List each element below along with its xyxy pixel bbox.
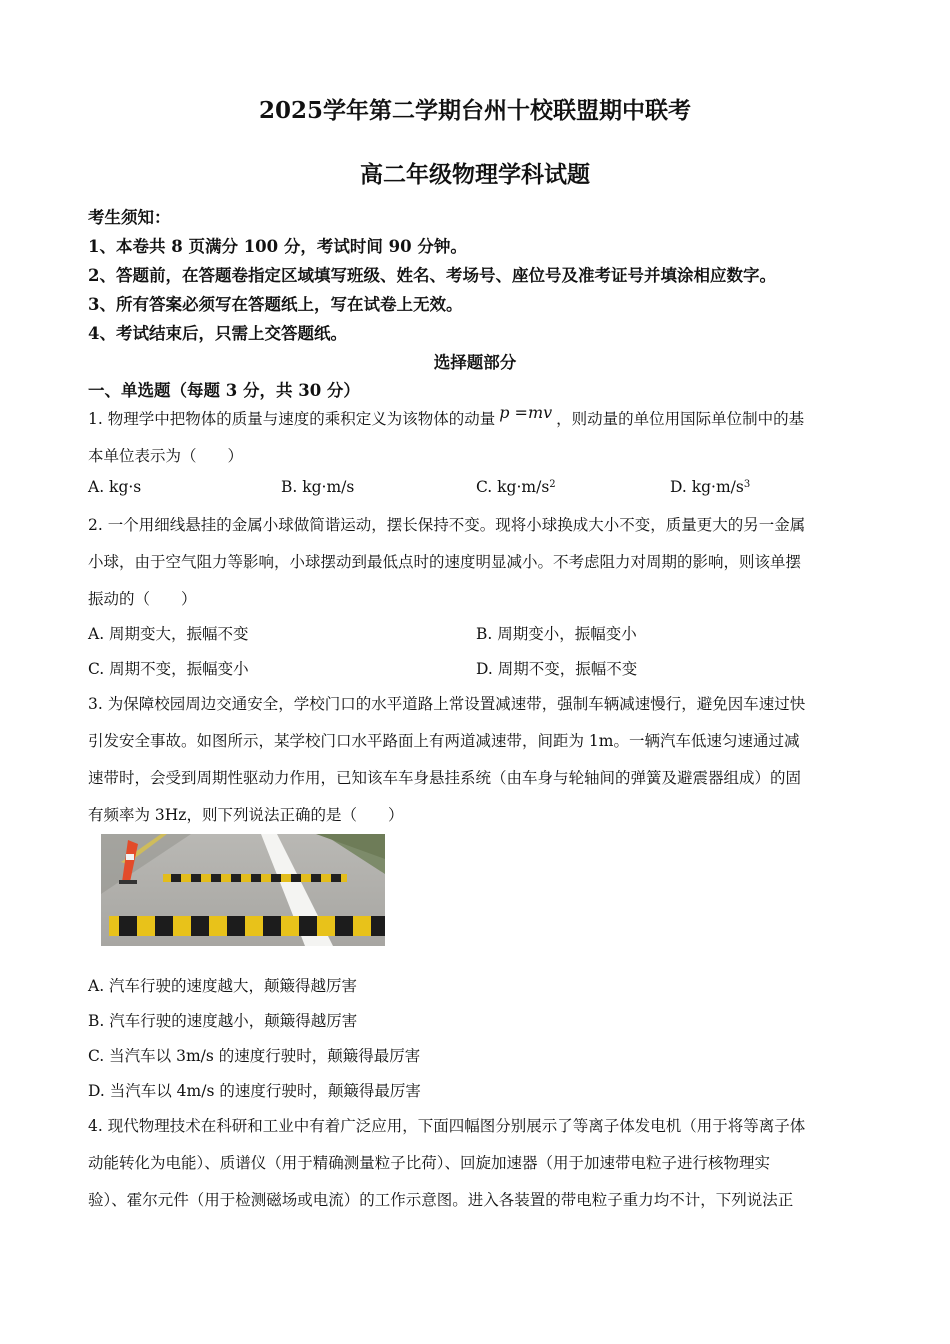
- speed-bump-photo: [101, 834, 385, 946]
- exam-title: 2025学年第二学期台州十校联盟期中联考: [258, 97, 691, 124]
- question-3-line: 引发安全事故。如图所示，某学校门口水平路面上有两道减速带，间距为 1m。一辆汽车低速匀速通过减: [88, 732, 800, 750]
- notice-item: 4、考试结束后，只需上交答题纸。: [88, 324, 347, 343]
- question-1-line: 本单位表示为（ ）: [88, 447, 244, 465]
- q1-option-b: B. kg·m/s: [281, 478, 355, 496]
- section-title: 一、单选题（每题 3 分，共 30 分）: [88, 381, 360, 400]
- question-4-line: 验）、霍尔元件（用于检测磁场或电流）的工作示意图。进入各装置的带电粒子重力均不计，下列说法正: [88, 1191, 794, 1209]
- q2-option-a: A. 周期变大，振幅不变: [88, 625, 249, 643]
- question-1-line: [88, 403, 805, 429]
- notice-item: 1、本卷共 8 页满分 100 分，考试时间 90 分钟。: [88, 237, 467, 256]
- question-1-text-cont: ，则动量的单位用国际单位制中的基: [556, 410, 805, 428]
- q2-option-b: B. 周期变小，振幅变小: [476, 625, 637, 643]
- q3-option-d: D. 当汽车以 4m/s 的速度行驶时，颠簸得最厉害: [88, 1082, 421, 1100]
- q2-option-d: D. 周期不变，振幅不变: [476, 660, 638, 678]
- question-2-line: 2. 一个用细线悬挂的金属小球做简谐运动，摆长保持不变。现将小球换成大小不变，质量更大的另一金属: [88, 516, 806, 534]
- exam-subtitle: 高二年级物理学科试题: [360, 161, 590, 188]
- question-4-line: 动能转化为电能）、质谱仪（用于精确测量粒子比荷）、回旋加速器（用于加速带电粒子进行核物理实: [88, 1154, 771, 1172]
- q3-option-a: A. 汽车行驶的速度越大，颠簸得越厉害: [88, 977, 358, 995]
- question-3-line: 速带时，会受到周期性驱动力作用，已知该车车身悬挂系统（由车身与轮轴间的弹簧及避震器组成）的固: [88, 769, 802, 787]
- q1-option-a: A. kg·s: [88, 478, 142, 496]
- q1-option-c-exponent: 2: [549, 479, 556, 490]
- notice-heading: 考生须知：: [88, 208, 171, 227]
- q3-option-c: C. 当汽车以 3m/s 的速度行驶时，颠簸得最厉害: [88, 1047, 421, 1065]
- q1-option-d-exponent: 3: [743, 479, 751, 490]
- part-title: 选择题部分: [433, 353, 517, 372]
- question-2-line: 振动的（ ）: [88, 590, 197, 608]
- question-3-line: 3. 为保障校园周边交通安全，学校门口的水平道路上常设置减速带，强制车辆减速慢行，避免因车速过快: [88, 695, 806, 713]
- question-3-line: 有频率为 3Hz，则下列说法正确的是（ ）: [88, 806, 404, 824]
- q1-option-c-text: C. kg·m/s: [476, 478, 550, 496]
- q2-option-c: C. 周期不变，振幅变小: [88, 660, 249, 678]
- question-4-line: 4. 现代物理技术在科研和工业中有着广泛应用，下面四幅图分别展示了等离子体发电机（用于将等离子体: [88, 1117, 806, 1135]
- notice-item: 2、答题前，在答题卷指定区域填写班级、姓名、考场号、座位号及准考证号并填涂相应数字。: [88, 266, 776, 285]
- q1-option-c: [476, 478, 556, 496]
- momentum-formula: p =mv: [499, 403, 553, 422]
- q3-option-b: B. 汽车行驶的速度越小，颠簸得越厉害: [88, 1012, 358, 1030]
- question-2-line: 小球，由于空气阻力等影响，小球摆动到最低点时的速度明显减小。不考虑阻力对周期的影响，则该单摆: [88, 553, 802, 571]
- q1-option-d: [670, 478, 750, 496]
- question-1-text: 1. 物理学中把物体的质量与速度的乘积定义为该物体的动量: [88, 410, 496, 428]
- notice-item: 3、所有答案必须写在答题纸上，写在试卷上无效。: [88, 295, 463, 314]
- q1-option-d-text: D. kg·m/s: [670, 478, 744, 496]
